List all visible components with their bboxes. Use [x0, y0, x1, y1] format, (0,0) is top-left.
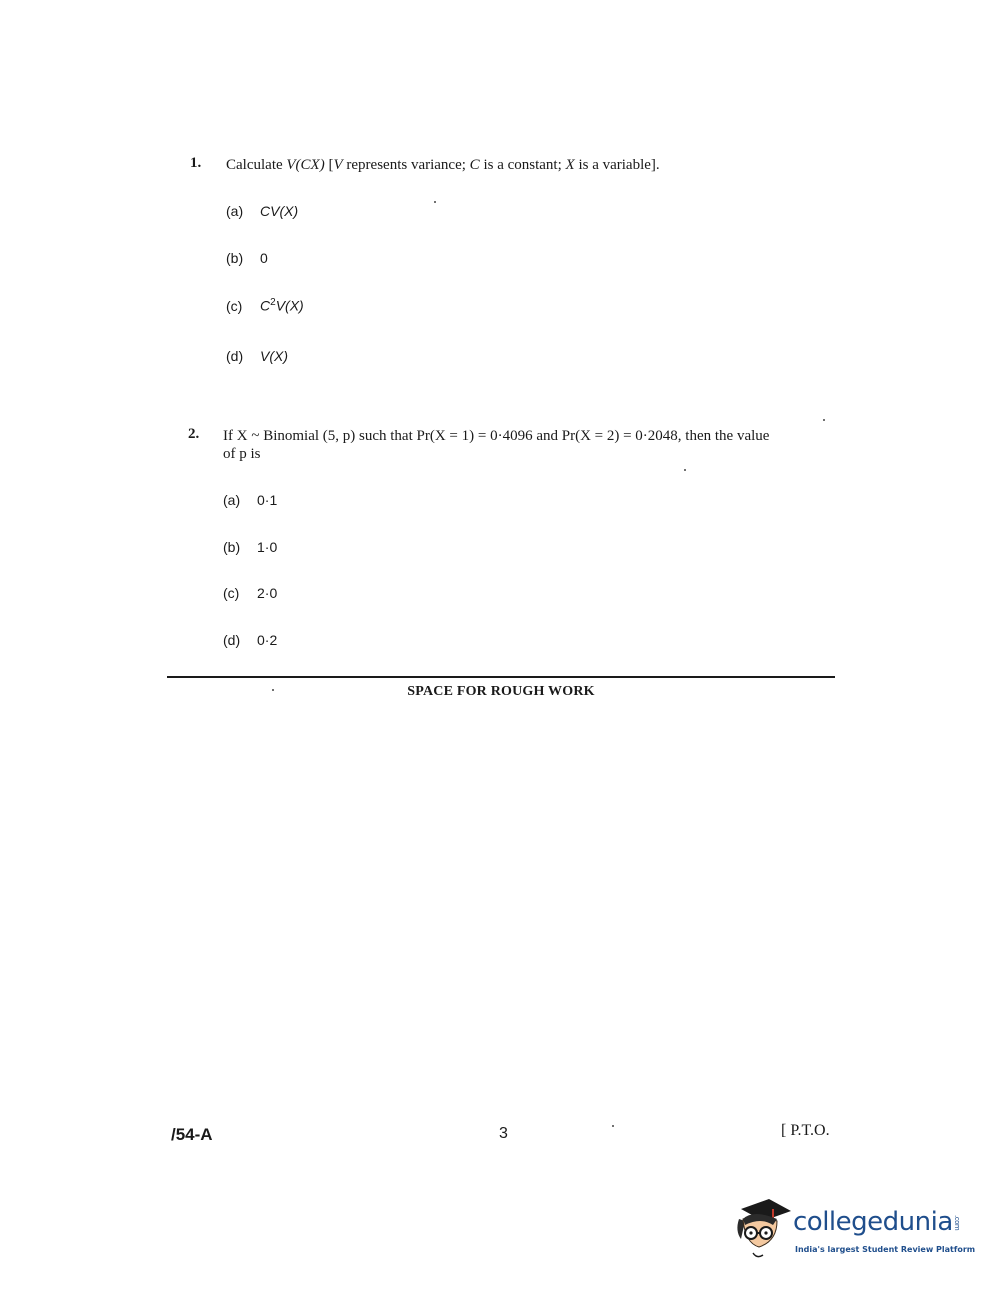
scan-speck — [612, 1125, 614, 1127]
option-value: 0·2 — [257, 632, 278, 648]
option-value: V(X) — [260, 348, 288, 364]
mascot-icon — [733, 1195, 793, 1265]
option-label: (b) — [226, 250, 244, 266]
q1-text-part: X — [565, 157, 575, 173]
rough-work-heading: SPACE FOR ROUGH WORK — [407, 684, 595, 699]
question-1-text — [226, 156, 660, 175]
option-value: 1·0 — [257, 539, 278, 555]
question-1-option-c — [226, 297, 304, 314]
option-label: (d) — [226, 348, 244, 364]
option-label: (a) — [226, 203, 244, 219]
q1-text-part: C — [469, 157, 480, 173]
q1-text-part: represents variance; — [342, 157, 470, 173]
option-value-rest: V(X) — [275, 297, 304, 314]
question-2-option-b — [223, 539, 277, 555]
rough-work-divider — [167, 676, 835, 678]
option-value-superscript: 2 — [270, 297, 276, 308]
scan-speck — [823, 419, 825, 421]
question-2-option-a — [223, 492, 277, 508]
question-1-option-b — [226, 250, 268, 266]
scan-speck — [272, 689, 274, 691]
question-1-option-d — [226, 348, 288, 364]
option-label: (a) — [223, 492, 241, 508]
option-label: (d) — [223, 632, 241, 648]
option-value-base: C — [260, 297, 271, 314]
question-2-option-d — [223, 632, 277, 648]
q1-text-part: [ — [324, 157, 334, 173]
q1-text-part: V — [333, 157, 343, 173]
scan-speck — [434, 201, 436, 203]
option-label: (c) — [226, 297, 243, 314]
collegedunia-logo — [733, 1195, 976, 1270]
q1-text-part: is a constant; — [479, 157, 566, 173]
brand-tagline: India's largest Student Review Platform — [795, 1245, 976, 1254]
question-2-text-line-1: If X ~ Binomial (5, p) such that Pr(X = 1) = 0·4096 and Pr(X = 2) = 0·2048, then the value — [223, 428, 770, 444]
option-value: 0 — [260, 250, 268, 266]
brand-name-text: collegedunia — [793, 1207, 953, 1237]
option-label: (b) — [223, 539, 241, 555]
please-turn-over: [ P.T.O. — [781, 1122, 830, 1139]
paper-code: /54-A — [171, 1125, 213, 1144]
option-value: CV(X) — [260, 203, 299, 219]
scan-speck — [684, 469, 686, 471]
question-2-number: 2. — [188, 426, 200, 442]
brand-name — [793, 1207, 961, 1237]
question-2-option-c — [223, 585, 277, 601]
option-value: 2·0 — [257, 585, 278, 601]
page-number: 3 — [499, 1125, 508, 1142]
q1-text-part: is a variable]. — [574, 157, 660, 173]
q1-text-part: Calculate — [226, 157, 287, 173]
brand-suffix: .com — [952, 1214, 961, 1231]
q1-text-part: V(CX) — [286, 157, 325, 173]
question-1-number: 1. — [190, 155, 202, 171]
question-1-option-a — [226, 203, 298, 219]
question-2-text-line-2: of p is — [223, 446, 261, 462]
option-value: 0·1 — [257, 492, 278, 508]
option-label: (c) — [223, 585, 240, 601]
